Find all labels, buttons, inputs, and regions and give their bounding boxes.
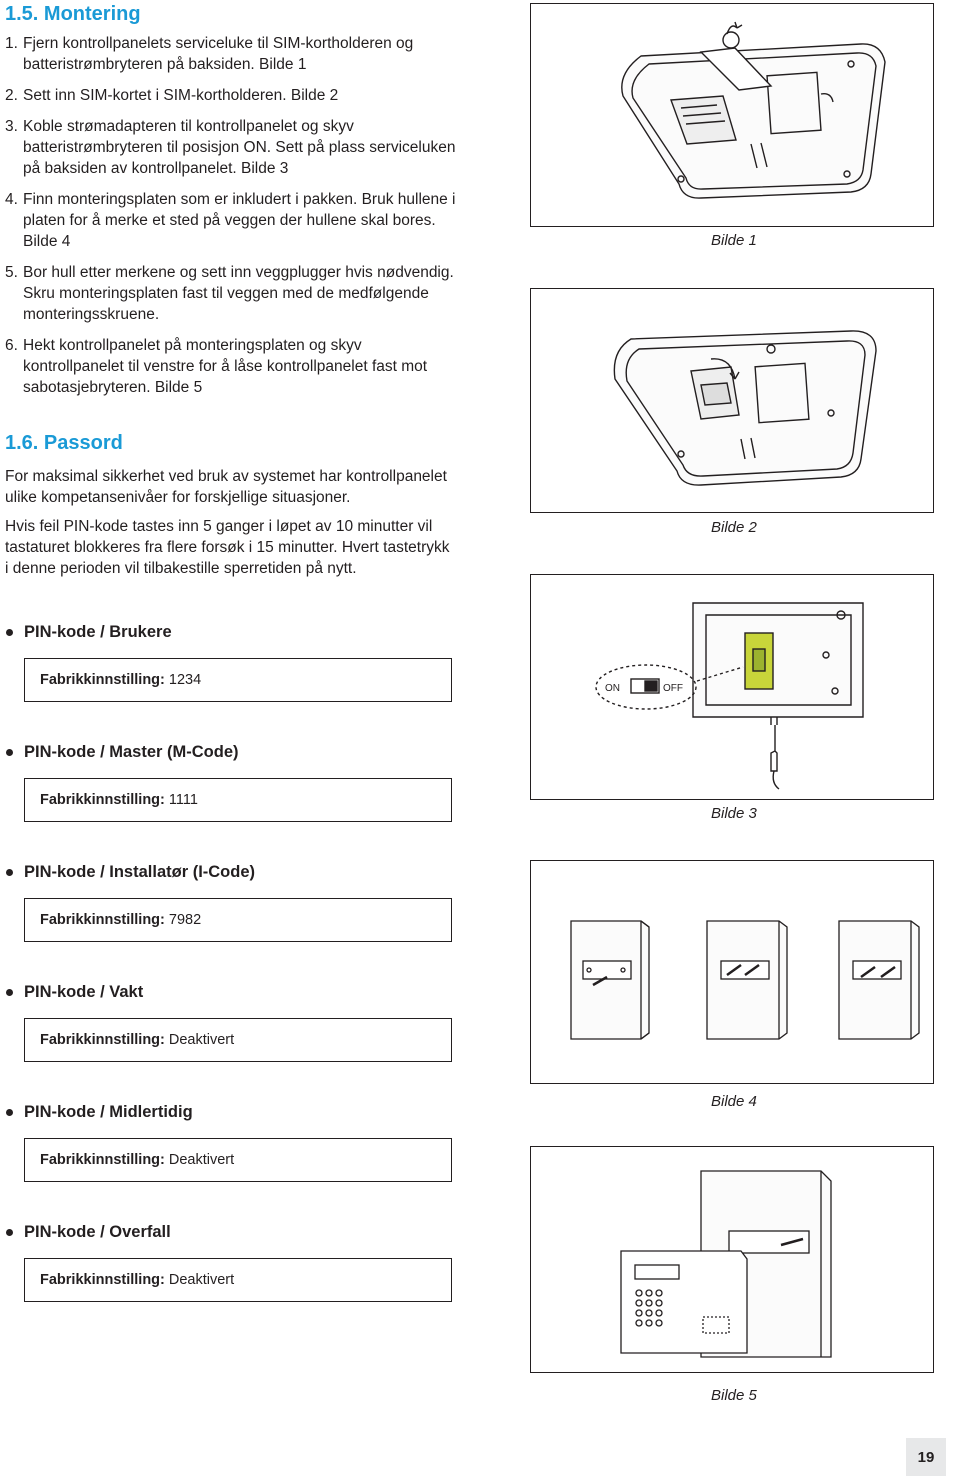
pin-default-box [24,1138,452,1182]
step-number: 5. [5,264,18,281]
pin-default-value: Deaktivert [168,1152,235,1168]
page-number: 19 [906,1438,946,1476]
step-number: 4. [5,191,18,208]
figure-caption: Bilde 2 [711,519,757,536]
figure-bilde-3 [530,574,934,822]
pin-default-label: Fabrikkinnstilling: [40,792,165,808]
pin-title-installer [6,863,255,882]
figure-bilde-5 [530,1146,934,1404]
step-2 [5,85,460,106]
battery-switch-illustration [531,575,933,799]
switch-off-label: OFF [663,683,683,694]
pin-default-value: 7982 [168,912,202,928]
step-text: Bor hull etter merkene og sett inn veggplugger hvis nødvendig. Skru monteringsplaten fast til veggen med de medfølgende monteringsskruene. [23,264,454,323]
password-lockout-info: Hvis feil PIN-kode tastes inn 5 ganger i løpet av 10 minutter vil tastaturet blokkeres fra flere forsøk i 15 minutter. Hvert tastetrykk i denne perioden vil tilbakestille sperretiden på nytt. [5,518,450,577]
pin-title-temporary [6,1103,193,1122]
pin-title-duress [6,1223,171,1242]
mounting-steps [5,33,460,408]
panel-back-cover-illustration [531,4,933,226]
pin-title-text: PIN-kode / Installatør (I-Code) [24,863,256,881]
pin-title-text: PIN-kode / Master (M-Code) [24,743,239,761]
step-6 [5,335,460,398]
bullet-icon [6,869,13,876]
pin-default-label: Fabrikkinnstilling: [40,1272,165,1288]
pin-default-label: Fabrikkinnstilling: [40,672,165,688]
figure-caption: Bilde 5 [711,1387,757,1404]
pin-title-text: PIN-kode / Vakt [24,983,144,1001]
step-text: Fjern kontrollpanelets serviceluke til SIM-kortholderen og batteristrømbryteren på baksiden. Bilde 1 [23,35,414,73]
sim-card-insert-illustration [531,289,933,512]
figure-caption: Bilde 1 [711,232,757,249]
pin-title-guard [6,983,143,1002]
pin-title-users [6,623,172,642]
bullet-icon [6,989,13,996]
figure-caption: Bilde 4 [711,1093,757,1110]
bullet-icon [6,1229,13,1236]
figure-bilde-2 [530,288,934,536]
pin-default-value: Deaktivert [168,1032,235,1048]
pin-default-value: 1234 [168,672,202,688]
switch-on-label: ON [605,683,620,694]
password-intro: For maksimal sikkerhet ved bruk av systemet har kontrollpanelet ulike kompetansenivåer for forskjellige situasjoner. [5,468,447,506]
step-5 [5,262,460,325]
bullet-icon [6,749,13,756]
bullet-icon [6,1109,13,1116]
pin-default-label: Fabrikkinnstilling: [40,1032,165,1048]
step-text: Koble strømadapteren til kontrollpanelet og skyv batteristrømbryteren til posisjon ON. Sett på plass serviceluken på baksiden av kontrollpanelet. Bilde 3 [23,118,456,177]
step-text: Sett inn SIM-kortet i SIM-kortholderen. Bilde 2 [23,87,339,104]
pin-default-box [24,658,452,702]
step-number: 2. [5,87,18,104]
pin-title-text: PIN-kode / Midlertidig [24,1103,193,1121]
step-text: Finn monteringsplaten som er inkludert i pakken. Bruk hullene i platen for å merke et sted på veggen der hullene skal bores. Bilde 4 [23,191,456,250]
pin-title-master [6,743,239,762]
section-title-mounting: 1.5. Montering [5,3,141,25]
step-number: 3. [5,118,18,135]
pin-default-label: Fabrikkinnstilling: [40,1152,165,1168]
pin-default-value: 1111 [168,792,198,808]
step-1 [5,33,460,75]
pin-default-box [24,1018,452,1062]
pin-default-label: Fabrikkinnstilling: [40,912,165,928]
section-title-password: 1.6. Passord [5,432,123,454]
step-4 [5,189,460,252]
step-text: Hekt kontrollpanelet på monteringsplaten og skyv kontrollpanelet til venstre for å låse kontrollpanelet fast mot sabotasjebryteren. Bilde 5 [23,337,428,396]
step-3 [5,116,460,179]
panel-hang-on-plate-illustration [531,1147,933,1372]
figure-caption: Bilde 3 [711,805,757,822]
figure-bilde-1 [530,3,934,249]
bullet-icon [6,629,13,636]
step-number: 1. [5,35,18,52]
pin-default-value: Deaktivert [168,1272,235,1288]
pin-title-text: PIN-kode / Overfall [24,1223,171,1241]
step-number: 6. [5,337,18,354]
pin-default-box [24,898,452,942]
pin-title-text: PIN-kode / Brukere [24,623,172,641]
figure-bilde-4 [530,860,934,1110]
wall-plate-mounting-illustration [531,861,933,1083]
pin-default-box [24,1258,452,1302]
pin-default-box [24,778,452,822]
